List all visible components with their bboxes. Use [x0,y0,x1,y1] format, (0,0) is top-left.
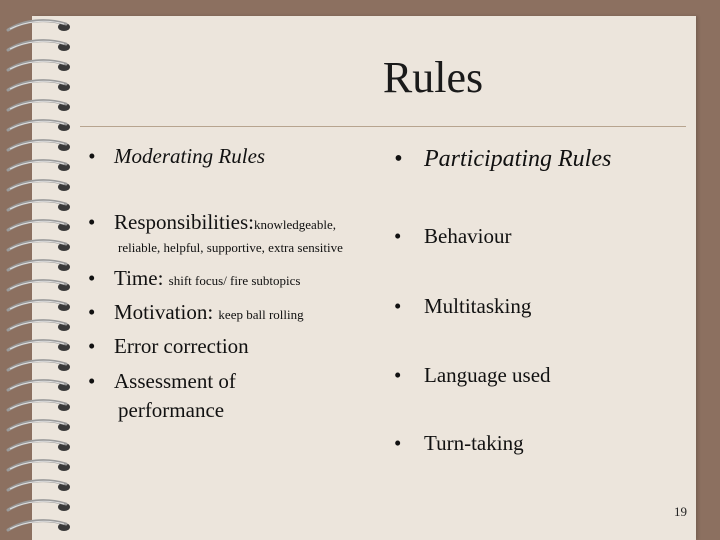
item-detail-text: keep ball rolling [218,307,304,322]
item-main-continuation: performance [118,398,225,422]
spiral-ring-icon [6,438,76,454]
spiral-ring-icon [6,418,76,434]
item-main-text: Responsibilities: [114,210,255,234]
item-text: Turn-taking [424,431,524,455]
spiral-ring-icon [6,338,76,354]
bullet-icon: • [394,363,402,387]
bullet-icon: • [394,294,402,318]
right-item-turn-taking [394,431,524,456]
spiral-ring-icon [6,238,76,254]
left-item-responsibilities [88,210,336,235]
bullet-icon: • [394,146,403,172]
item-text: Behaviour [424,224,512,248]
participating-rules-heading: Participating Rules [424,146,612,172]
spiral-ring-icon [6,158,76,174]
spiral-ring-icon [6,178,76,194]
bullet-icon: • [88,334,96,358]
item-detail-text: shift focus/ fire subtopics [168,273,301,288]
right-item-behaviour [394,224,511,249]
spiral-ring-icon [6,358,76,374]
left-item-time [88,266,300,291]
item-detail-continuation: reliable, helpful, supportive, extra sensitive [118,240,343,255]
left-item-error-correction [88,334,249,359]
item-main-text: Error correction [114,334,249,358]
spiral-ring-icon [6,278,76,294]
item-text: Multitasking [424,294,532,318]
spiral-ring-icon [6,458,76,474]
bullet-icon: • [88,369,96,393]
spiral-ring-icon [6,478,76,494]
bullet-icon: • [394,224,402,248]
bullet-icon: • [394,431,402,455]
bullet-icon: • [88,300,96,324]
item-main-text: Time: [114,266,164,290]
spiral-ring-icon [6,138,76,154]
slide-title: Rules [382,53,484,102]
spiral-ring-icon [6,18,76,34]
spiral-ring-icon [6,218,76,234]
spiral-ring-icon [6,318,76,334]
spiral-ring-icon [6,398,76,414]
spiral-ring-icon [6,498,76,514]
title-divider [80,126,686,127]
right-item-multitasking [394,294,531,319]
spiral-ring-icon [6,118,76,134]
right-item-language [394,363,551,388]
spiral-ring-icon [6,378,76,394]
left-heading [88,144,265,169]
spiral-ring-icon [6,518,76,534]
item-text: Language used [424,363,551,387]
item-detail-text: knowledgeable, [254,217,336,232]
moderating-rules-heading: Moderating Rules [114,144,266,168]
page-number: 19 [674,504,687,519]
item-main-text: Assessment of [114,369,236,393]
left-item-motivation [88,300,304,325]
spiral-ring-icon [6,298,76,314]
bullet-icon: • [88,144,96,168]
bullet-icon: • [88,210,96,234]
spiral-ring-icon [6,258,76,274]
item-main-text: Motivation: [114,300,214,324]
spiral-ring-icon [6,198,76,214]
left-item-assessment [88,369,236,394]
bullet-icon: • [88,266,96,290]
right-heading [394,146,611,173]
